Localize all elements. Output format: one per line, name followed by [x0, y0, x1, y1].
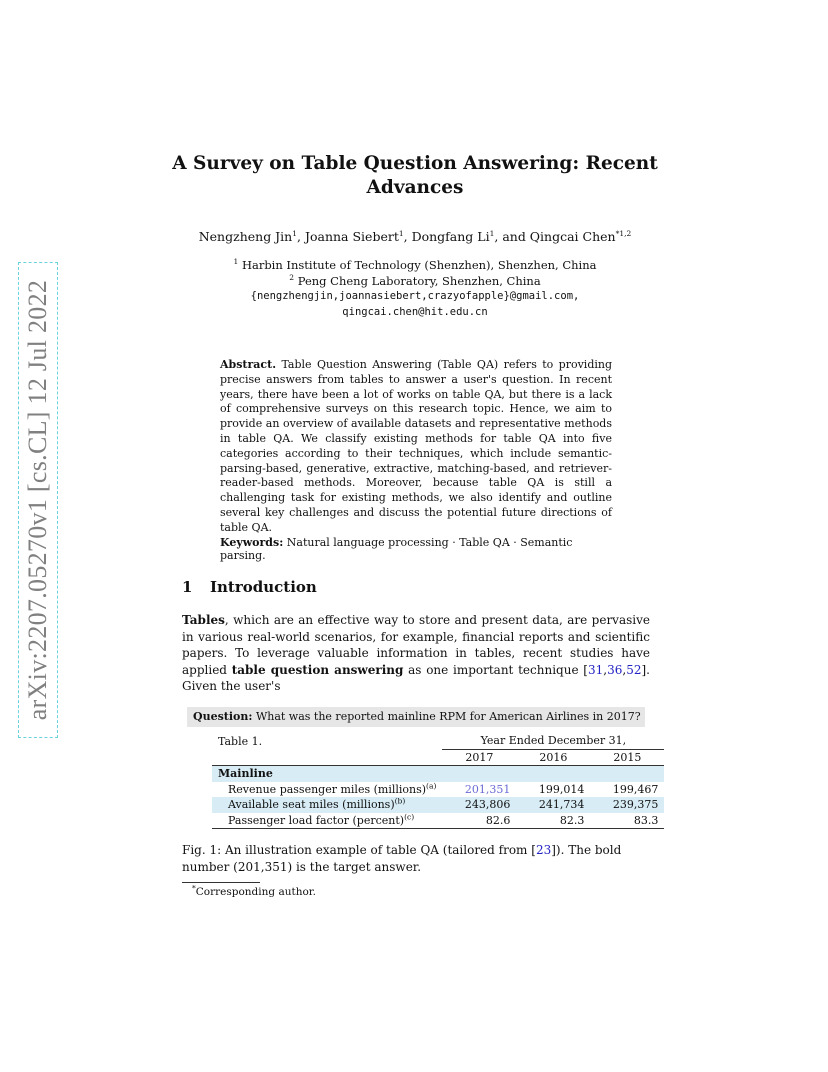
year-header: 2016 [539, 750, 568, 764]
section-number: 1 [182, 578, 193, 596]
figure-caption: Fig. 1: An illustration example of table QA (tailored from [23]). The bold number (201,351) is the target answer. [182, 843, 622, 874]
header-group: Year Ended December 31, [442, 733, 664, 749]
abstract-text: Table Question Answering (Table QA) refers to providing precise answers from tables to answer a user's question. In recent years, there have been a lot of works on table QA, but there is a lack of comprehensive surveys on this research topic. Hence, we aim to provide an overview of available datasets and representative methods in table QA. We classify existing methods for table QA into five categories according to their techniques, which include semantic-parsing-based, generative, extractive, matching-based, and retriever-reader-based methods. Moreover, because table QA is still a challenging task for existing methods, we also identify and outline several key challenges and discuss the potential future directions of table QA. [220, 358, 613, 534]
table-label: Table 1. [218, 734, 263, 748]
citation-link[interactable]: 23 [535, 843, 552, 857]
email-list: {nengzhengjin,joannasiebert,crazyofapple}@gmail.com, [250, 290, 580, 302]
arxiv-id: arXiv:2207.05270v1 [cs.CL] 12 Jul 2022 [23, 279, 52, 721]
answer-cell: 201,351 [464, 782, 511, 796]
question-label: Question: [193, 710, 253, 723]
arxiv-sidebar [18, 262, 58, 738]
author-list: Nengzheng Jin$^1$, Joanna Siebert$^1$, Dongfang Li$^1$, and Qingcai Chen$^{*1,2}$ [198, 228, 632, 244]
keywords [220, 536, 620, 562]
abstract-label: Abstract. [220, 358, 277, 371]
citation-link[interactable]: 52 [626, 662, 642, 677]
keywords-label: Keywords: [220, 536, 284, 549]
keywords-text: Natural language processing · Table QA · Semantic parsing. [220, 536, 573, 562]
abstract [220, 358, 612, 536]
author-name: Dongfang Li [411, 229, 490, 244]
author-name: Nengzheng Jin [198, 229, 293, 244]
paper-title: A Survey on Table Question Answering: Recent Advances [172, 153, 658, 198]
intro-paragraph: Tables, which are an effective way to store and present data, are pervasive in various real-world scenarios, for example, financial reports and scientific papers. To leverage valuable information in tables, recent studies have applied table question answering as one important technique [31,36,52]. Given the user's [182, 613, 650, 693]
table-row: Revenue passenger miles (millions)$^{(a)}$ 201,351 199,014 199,467 [228, 781, 659, 796]
citation-link[interactable]: 36 [607, 662, 623, 677]
author-name: Joanna Siebert [304, 229, 399, 244]
section-label: Mainline [218, 767, 273, 781]
figure-question [187, 707, 645, 727]
table-row: Available seat miles (millions)$^{(b)}$ 243,806 241,734 239,375 [212, 797, 664, 813]
year-header: 2015 [613, 750, 642, 764]
affiliations: $^1$ Harbin Institute of Technology (Shenzhen), Shenzhen, China $^2$ Peng Cheng Laboratory, Shenzhen, China {nengzhengjin,joannasiebert,crazyofapple}@gmail.com, qingcai.chen@hit.edu.cn [160, 258, 670, 320]
citation-link[interactable]: 31 [588, 662, 604, 677]
affiliation: Peng Cheng Laboratory, Shenzhen, China [297, 273, 541, 288]
table-row: Passenger load factor (percent)$^{(c)}$ 82.6 82.3 83.3 [212, 813, 664, 829]
author-name: and Qingcai Chen [502, 229, 616, 244]
section-title: Introduction [210, 578, 317, 596]
year-header: 2017 [465, 750, 494, 764]
email-list: qingcai.chen@hit.edu.cn [342, 305, 488, 318]
question-text: What was the reported mainline RPM for American Airlines in 2017? [255, 710, 641, 723]
affiliation: Harbin Institute of Technology (Shenzhen), Shenzhen, China [241, 258, 597, 272]
footnote: *Corresponding author. [192, 883, 316, 898]
example-table [212, 733, 664, 829]
